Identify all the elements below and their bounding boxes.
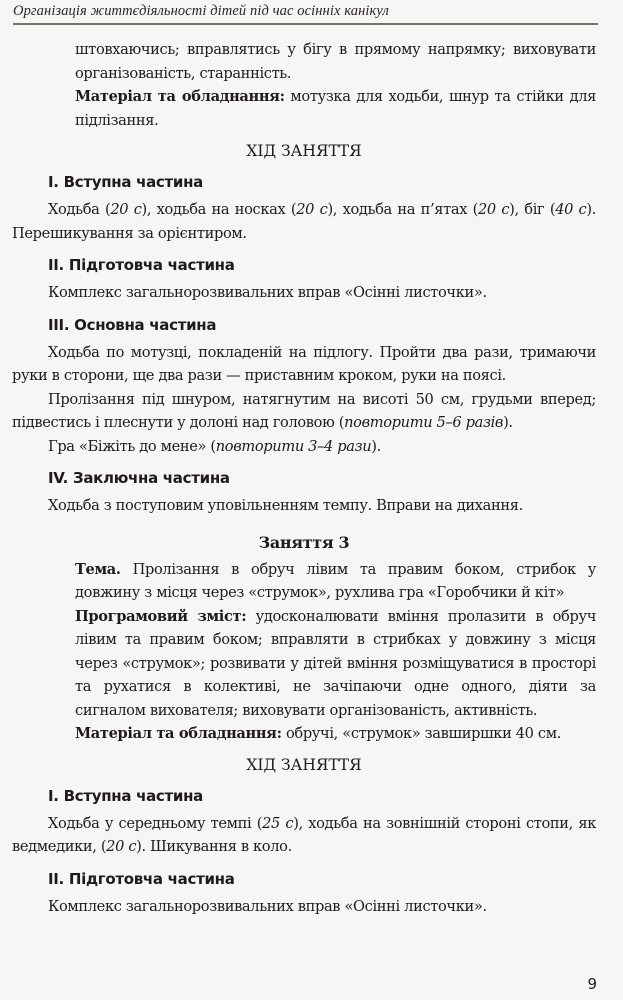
section-text-intro: Ходьба (20 с), ходьба на носках (20 с), ходьба на п’ятах (20 с), біг (40 с). Перешикування за орієнтиром. (12, 201, 597, 242)
materials-paragraph (75, 85, 596, 132)
materials-label: Матеріал та обладнання: (75, 725, 282, 742)
materials-paragraph (75, 722, 596, 746)
main-exercise-1: Ходьба по мотузці, покладеній на підлогу. Пройти два рази, тримаючи руки в сторони, ще два рази — приставним кроком, руки на поясі. (12, 343, 596, 384)
section-title-main: III. Основна частина (48, 315, 217, 334)
topic-paragraph (75, 558, 596, 605)
course-heading: ХІД ЗАНЯТТЯ (246, 142, 362, 160)
section-title-preparatory: II. Підготовча частина (48, 869, 235, 888)
program-text: удосконалювати вміння пролазити в обруч лівим та правим боком; вправляти в стрибках у довжину з місця через «струмок»; розвивати у дітей вміння розміщуватися в просторі та рухатися в колективі, не зачіпаючи одне одного, діяти за сигналом вихователя; виховувати організованість, активність. (75, 607, 596, 719)
section-text-preparatory: Комплекс загальнорозвивальних вправ «Осінні листочки». (48, 897, 487, 915)
lesson3-info (12, 558, 596, 746)
running-header: Організація життєдіяльності дітей під час осінніх канікул (13, 3, 389, 19)
section-text-intro: Ходьба у середньому темпі (25 с), ходьба на зовнішній стороні стопи, як ведмедики, (20 с). Шикування в коло. (12, 814, 597, 855)
section-title-preparatory: II. Підготовча частина (48, 256, 235, 274)
page-number: 9 (587, 975, 597, 993)
program-paragraph (75, 605, 596, 723)
course-heading: ХІД ЗАНЯТТЯ (246, 755, 362, 774)
materials-text: мотузка для ходьби, шнур та стійки для підлізання. (75, 88, 596, 129)
program-label: Програмовий зміст: (75, 607, 247, 625)
materials-text: обручі, «струмок» завширшки 40 см. (281, 725, 562, 742)
section-text-preparatory: Комплекс загальнорозвивальних вправ «Осінні листочки». (48, 284, 487, 301)
header-rule (13, 23, 598, 25)
section-title-intro: I. Вступна частина (48, 173, 203, 191)
main-game: Гра «Біжіть до мене» (повторити 3–4 рази). (48, 437, 381, 455)
section-title-intro: I. Вступна частина (48, 786, 203, 805)
topic-text: Пролізання в обруч лівим та правим боком, стрибок у довжину з місця через «струмок», рухлива гра «Горобчики й кіт» (75, 560, 596, 601)
objectives-continuation: штовхаючись; вправлятись у бігу в прямому напрямку; виховувати організованість, старанність. (75, 41, 596, 82)
section-title-final: IV. Заключна частина (48, 469, 230, 487)
main-exercise-2: Пролізання під шнуром, натягнутим на висоті 50 см, грудьми вперед; підвестись і плеснути у долоні над головою (повторити 5–6 разів). (12, 390, 596, 431)
materials-label: Матеріал та обладнання: (75, 88, 285, 105)
lesson-title: Заняття 3 (258, 532, 350, 552)
lesson2-objectives (12, 38, 596, 132)
page-body (12, 38, 596, 918)
topic-label: Тема. (75, 560, 121, 578)
section-text-final: Ходьба з поступовим уповільненням темпу. Вправи на дихання. (48, 497, 523, 514)
